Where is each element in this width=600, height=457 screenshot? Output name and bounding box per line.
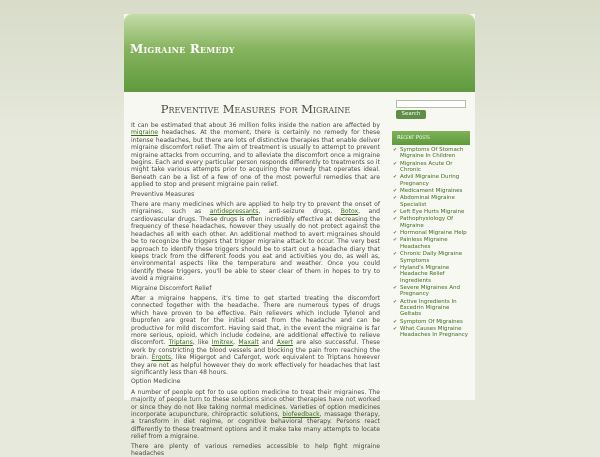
site-header	[124, 14, 475, 92]
text: , massage therapy, a transform in diet regime, or cognitive behavioral therapy. Persons react differently to these treatment options and it make take many attempts to locate relief from a migraine.	[131, 411, 380, 441]
post-content	[124, 92, 386, 457]
link-ergots[interactable]: Ergots	[151, 354, 171, 362]
text: headaches. At the moment, there is certainly no remedy for these intense headaches, but there are lots of distinctive therapies that enable deliver migraine discomfort relief. The aim of treatment is usually to attempt to prevent migraine attacks from occurring, and to alleviate the discomfort once a migraine begins. Each and every particular person responds differently to treatments so it might take various attempts prior to acquiring the remedy that operates ideal. Beneath can be a list of a few of one of the most powerful remedies that are applied to stop and present migraine pain relief.	[131, 129, 380, 189]
text: , like Migergot and Cafergot, work equivalent to Triptans however they are not as helpful however they do work effectively for headaches that last significantly less than 48 hours.	[131, 354, 380, 376]
link-biofeedback[interactable]: biofeedback	[282, 411, 320, 419]
text: There are many medicines which are applied to help try to prevent the onset of migraines, such as	[131, 201, 380, 216]
recent-post-link[interactable]: Painless Migraine Headaches	[400, 237, 448, 250]
site-title[interactable]: Migraine Remedy	[130, 42, 235, 56]
text: , like	[192, 339, 212, 347]
check-icon: ✔	[393, 326, 398, 333]
check-icon: ✔	[393, 318, 398, 325]
recent-posts-heading: Recent Posts	[392, 131, 470, 145]
recent-post-link[interactable]: Pathophysiology Of Migraine	[400, 216, 454, 229]
recent-post-item[interactable]	[392, 230, 472, 236]
recent-post-link[interactable]: Abdominal Migraine Specialist	[400, 195, 455, 208]
recent-post-link[interactable]: Active Ingredients In Excedrin Migraine Geltabs	[400, 298, 457, 318]
recent-post-link[interactable]: Severe Migraines And Pregnancy	[400, 284, 460, 298]
recent-post-item[interactable]	[392, 195, 472, 208]
check-icon: ✔	[393, 251, 398, 258]
link-antidepressants[interactable]: antidepressants	[209, 208, 259, 216]
check-icon: ✔	[393, 284, 398, 291]
check-icon: ✔	[393, 147, 398, 153]
paragraph-closing: There are plenty of various remedies accessible to help fight migraine headaches	[131, 442, 380, 457]
text: A number of people opt for to use option medicine to treat their migraines. The majority of people turn to these solutions since other therapies have not worked or since they do not like taking normal medicines. Varieties of option medicines incorporate acupuncture, chiropractic solutions,	[131, 388, 380, 419]
check-icon: ✔	[393, 216, 398, 223]
recent-post-item[interactable]	[392, 251, 472, 264]
check-icon: ✔	[393, 298, 398, 305]
link-imitrex[interactable]: Imitrex	[211, 339, 234, 347]
text: are also successful. These work by constricting the blood vessels and blocking the pain from reaching the brain.	[131, 339, 380, 362]
recent-post-item[interactable]	[392, 237, 472, 250]
page-wrapper	[124, 14, 475, 457]
recent-posts-list	[392, 147, 472, 340]
paragraph-relief	[131, 295, 380, 376]
check-icon: ✔	[393, 237, 398, 244]
post-title[interactable]: Preventive Measures for Migraine	[160, 102, 351, 116]
recent-post-link[interactable]: Symptom Of Migraines	[400, 318, 463, 325]
recent-post-link[interactable]: Left Eye Hurts Migraine	[400, 209, 465, 216]
check-icon: ✔	[393, 188, 398, 195]
link-axert[interactable]: Axert	[276, 339, 294, 347]
link-maxalt[interactable]: Maxalt	[238, 339, 259, 347]
recent-post-link[interactable]: What Causes Migraine Headaches In Pregnancy	[400, 326, 468, 339]
paragraph-preventive	[131, 201, 380, 282]
recent-post-item[interactable]	[392, 326, 472, 339]
text: and	[258, 339, 277, 347]
paragraph-option-medicine	[131, 389, 380, 441]
link-botox[interactable]: Botox	[340, 208, 359, 216]
text: , and cardiovascular drugs. These drugs is often incredibly effective at decreasing the frequency of these headaches, however they usually do not protect against the headaches all with each other. An additional method to avert migraines should be to recognize the triggers that trigger migraine attack to occur. The very best approach to identify these triggers should be to start out a headache diary that keeps track from the different foods you eat and activities you do, as well as, environmental aspects like the temperature and weather. Once you could identify these triggers, you'll be able to steer clear of them in hopes to try to avoid a migraine.	[131, 208, 380, 283]
section-heading: Migraine Discomfort Relief	[131, 284, 212, 292]
link-migraine[interactable]: migraine	[131, 129, 159, 137]
recent-post-link[interactable]: Migraines Acute Or Chronic	[400, 160, 453, 174]
section-heading: Preventive Measures	[131, 190, 195, 198]
text: ,	[233, 339, 239, 347]
recent-post-link[interactable]: Chronic Daily Migraine Symptoms	[400, 251, 463, 264]
check-icon: ✔	[393, 160, 398, 167]
recent-post-link[interactable]: Hormonal Migraine Help	[400, 230, 467, 237]
recent-post-link[interactable]: Hyland's Migraine Headache Relief Ingredients	[400, 264, 450, 284]
sidebar	[392, 92, 475, 400]
recent-post-item[interactable]	[392, 209, 472, 215]
recent-post-item[interactable]	[392, 161, 472, 174]
recent-post-link[interactable]: Medicament Migraines	[400, 188, 463, 195]
recent-post-link[interactable]: Advil Migraine During Pregnancy	[400, 174, 460, 187]
recent-post-item[interactable]	[392, 299, 472, 318]
recent-post-item[interactable]	[392, 216, 472, 229]
recent-post-item[interactable]	[392, 147, 472, 160]
recent-post-link[interactable]: Symptoms Of Stomach Migraine In Children	[400, 147, 464, 160]
check-icon: ✔	[393, 174, 398, 181]
recent-post-item[interactable]	[392, 319, 472, 325]
paragraph-intro	[131, 122, 380, 189]
search-button[interactable]: Search	[396, 110, 426, 119]
check-icon: ✔	[393, 209, 398, 216]
check-icon: ✔	[393, 264, 398, 271]
recent-post-item[interactable]	[392, 265, 472, 284]
recent-post-item[interactable]	[392, 174, 472, 187]
check-icon: ✔	[393, 195, 398, 202]
search-input[interactable]	[396, 100, 466, 108]
recent-post-item[interactable]	[392, 188, 472, 194]
text: It can be estimated that about 36 million folks inside the nation are affected by	[131, 122, 380, 129]
recent-post-item[interactable]	[392, 285, 472, 298]
text: , anti-seizure drugs,	[258, 208, 341, 216]
text: After a migraine happens, it's time to get started treating the discomfort connected together with the headache. There are numerous types of drugs which have proven to be effective. Pain relievers which include Tylenol and Ibuprofen are great for the initial onset from the headache and can be productive for mild discomfort. Having said that, in the event the migraine is far more serious, opioid, which include codeine, are additional effective to relieve discomfort.	[131, 294, 380, 347]
section-heading: Option Medicine	[131, 378, 181, 386]
link-triptans[interactable]: Triptans	[168, 339, 193, 347]
check-icon: ✔	[393, 230, 398, 237]
